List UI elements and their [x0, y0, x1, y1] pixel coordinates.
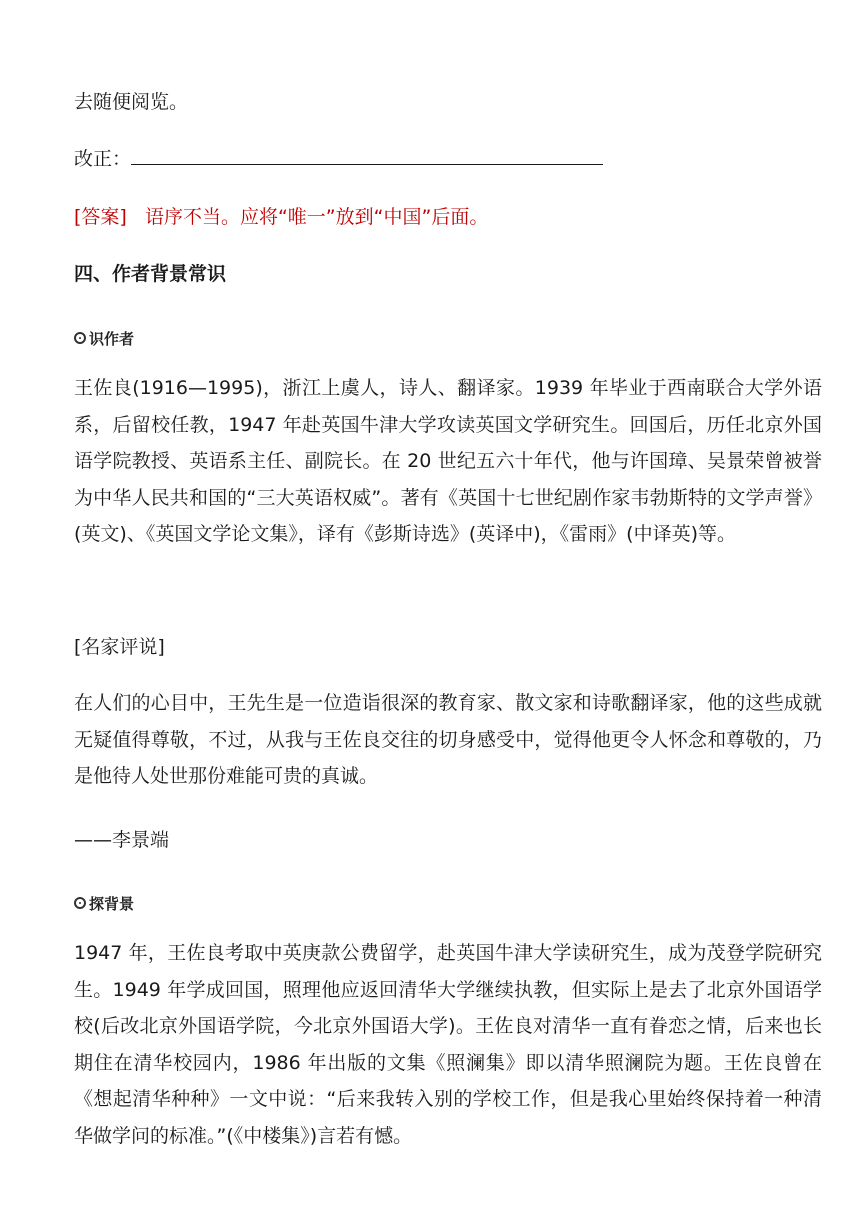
review-author: ——李景端	[74, 829, 170, 851]
answer-line	[74, 199, 822, 236]
answer-tag: [答案]	[74, 206, 127, 228]
review-text: 在人们的心目中，王先生是一位造诣很深的教育家、散文家和诗歌翻译家，他的这些成就无疑值得尊敬，不过，从我与王佐良交往的切身感受中，觉得他更令人怀念和尊敬的，乃是他待人处世那份难能可贵的真诚。	[74, 692, 822, 787]
background-text: 1947 年，王佐良考取中英庚款公费留学，赴英国牛津大学读研究生，成为茂登学院研究生。1949 年学成回国，照理他应返回清华大学继续执教，但实际上是去了北京外国语学校(后改北京外国语学院，今北京外国语大学)。王佐良对清华一直有眷恋之情，后来也长期住在清华校园内，1986 年出版的文集《照澜集》即以清华照澜院为题。王佐良曾在《想起清华种种》一文中说：“后来我转入别的学校工作，但是我心里始终保持着一种清华做学问的标准。”(《中楼集》)言若有憾。	[74, 942, 822, 1147]
section-heading: 四、作者背景常识	[74, 263, 227, 285]
background-badge-label: 探背景	[89, 894, 135, 913]
correction-line	[74, 141, 822, 178]
correction-label: 改正：	[74, 148, 132, 170]
correction-blank[interactable]	[131, 146, 603, 165]
circle-icon	[74, 897, 86, 909]
answer-text: 语序不当。应将“唯一”放到“中国”后面。	[144, 206, 489, 228]
author-badge	[74, 328, 134, 348]
author-bio: 王佐良(1916—1995)，浙江上虞人，诗人、翻译家。1939 年毕业于西南联合大学外语系，后留校任教，1947 年赴英国牛津大学攻读英国文学研究生。回国后，历任北京外国语学院教授、英语系主任、副院长。在 20 世纪五六十年代，他与许国璋、吴景荣曾被誉为中华人民共和国的“三大英语权威”。著有《英国十七世纪剧作家韦勃斯特的文学声誉》(英文)、《英国文学论文集》，译有《彭斯诗选》(英译中)，《雷雨》(中译英)等。	[74, 377, 822, 545]
background-badge	[74, 893, 134, 913]
review-heading: [名家评说]	[74, 636, 165, 658]
author-badge-label: 识作者	[89, 329, 135, 348]
circle-icon	[74, 332, 86, 344]
continuation-text: 去随便阅览。	[74, 91, 189, 113]
